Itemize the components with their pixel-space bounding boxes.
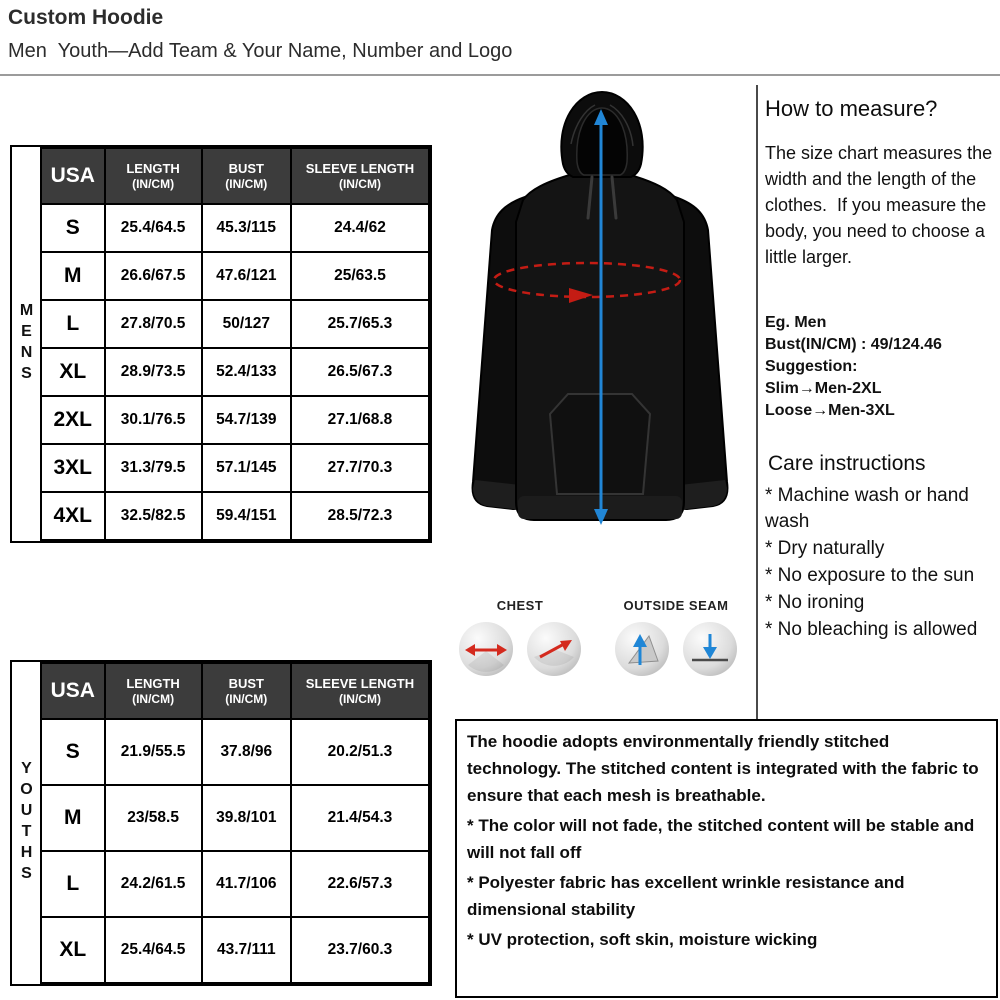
- outside-seam-label: OUTSIDE SEAM: [623, 598, 729, 613]
- length-column-header: LENGTH (IN/CM): [105, 148, 202, 204]
- example-line: Bust(IN/CM) : 49/124.46: [765, 336, 942, 353]
- example-line: Slim→Men-2XL: [765, 380, 882, 397]
- table-row: [41, 492, 429, 540]
- sleeve-column-header: SLEEVE LENGTH (IN/CM): [291, 663, 429, 719]
- length-value: 30.1/76.5: [105, 396, 202, 444]
- size-label: 4XL: [41, 492, 105, 540]
- youth-size-table: [10, 660, 432, 986]
- example-line: Loose→Men-3XL: [765, 402, 895, 419]
- table-row: [41, 851, 429, 917]
- length-value: 21.9/55.5: [105, 719, 202, 785]
- bust-value: 52.4/133: [202, 348, 291, 396]
- size-label: 2XL: [41, 396, 105, 444]
- size-label: S: [41, 204, 105, 252]
- sleeve-value: 23.7/60.3: [291, 917, 429, 983]
- bust-column-header: BUST (IN/CM): [202, 663, 291, 719]
- example-line: Suggestion:: [765, 358, 858, 375]
- table-row: [41, 300, 429, 348]
- length-value: 32.5/82.5: [105, 492, 202, 540]
- outside-seam-guide: [606, 598, 746, 677]
- table-row: [41, 444, 429, 492]
- bust-column-header: BUST (IN/CM): [202, 148, 291, 204]
- mens-table-grid: [40, 147, 430, 541]
- size-label: XL: [41, 348, 105, 396]
- sleeve-column-header: SLEEVE LENGTH (IN/CM): [291, 148, 429, 204]
- chest-label: CHEST: [496, 598, 544, 613]
- region-header: USA: [41, 663, 105, 719]
- table-row: [41, 252, 429, 300]
- care-item: * No exposure to the sun: [765, 565, 975, 586]
- length-column-header: LENGTH (IN/CM): [105, 663, 202, 719]
- bust-value: 47.6/121: [202, 252, 291, 300]
- length-value: 28.9/73.5: [105, 348, 202, 396]
- length-value: 27.8/70.5: [105, 300, 202, 348]
- example-line: Eg. Men: [765, 314, 827, 331]
- youth-table-grid: [40, 662, 430, 984]
- length-value: 25.4/64.5: [105, 204, 202, 252]
- table-header-row: [41, 663, 429, 719]
- care-item: * Machine wash or hand wash: [765, 485, 969, 532]
- sleeve-value: 24.4/62: [291, 204, 429, 252]
- length-value: 26.6/67.5: [105, 252, 202, 300]
- page-subtitle: Men Youth—Add Team & Your Name, Number and Logo: [8, 40, 513, 62]
- page-title: Custom Hoodie: [8, 6, 164, 29]
- bust-value: 54.7/139: [202, 396, 291, 444]
- care-item: * No ironing: [765, 592, 865, 613]
- bust-value: 59.4/151: [202, 492, 291, 540]
- care-instructions-title: Care instructions: [768, 452, 926, 475]
- care-item: * Dry naturally: [765, 538, 885, 559]
- care-item: * No bleaching is allowed: [765, 619, 978, 640]
- header-divider: [0, 74, 1000, 76]
- seam-press-icon: [682, 621, 738, 677]
- bust-value: 50/127: [202, 300, 291, 348]
- sleeve-value: 27.7/70.3: [291, 444, 429, 492]
- size-label: M: [41, 785, 105, 851]
- seam-fold-icon: [614, 621, 670, 677]
- bust-value: 43.7/111: [202, 917, 291, 983]
- sleeve-value: 21.4/54.3: [291, 785, 429, 851]
- bust-value: 37.8/96: [202, 719, 291, 785]
- sleeve-value: 26.5/67.3: [291, 348, 429, 396]
- how-to-measure-body: The size chart measures the width and the length of the clothes. If you measure the body, you need to choose a little larger.: [765, 143, 998, 267]
- bust-value: 57.1/145: [202, 444, 291, 492]
- hoodie-product-image: [445, 82, 760, 602]
- bust-value: 45.3/115: [202, 204, 291, 252]
- table-row: [41, 719, 429, 785]
- table-row: [41, 785, 429, 851]
- product-notes-box: [455, 719, 998, 998]
- notes-bullet: * Polyester fabric has excellent wrinkle resistance and dimensional stability: [467, 873, 905, 919]
- youth-side-label: YOUTHS: [18, 760, 35, 886]
- table-row: [41, 348, 429, 396]
- sleeve-value: 27.1/68.8: [291, 396, 429, 444]
- bust-value: 41.7/106: [202, 851, 291, 917]
- table-row: [41, 204, 429, 252]
- sleeve-value: 22.6/57.3: [291, 851, 429, 917]
- table-row: [41, 396, 429, 444]
- length-value: 31.3/79.5: [105, 444, 202, 492]
- chest-stretch-icon: [526, 621, 582, 677]
- region-header: USA: [41, 148, 105, 204]
- table-header-row: [41, 148, 429, 204]
- vertical-divider: [756, 85, 758, 719]
- notes-bullet: * The color will not fade, the stitched content will be stable and will not fall off: [467, 816, 975, 862]
- mens-side-label: MENS: [18, 302, 35, 386]
- sizing-example: [765, 312, 942, 422]
- size-label: S: [41, 719, 105, 785]
- size-label: 3XL: [41, 444, 105, 492]
- length-value: 24.2/61.5: [105, 851, 202, 917]
- size-label: L: [41, 300, 105, 348]
- size-label: M: [41, 252, 105, 300]
- care-instructions-list: [765, 483, 1000, 644]
- chest-width-icon: [458, 621, 514, 677]
- sleeve-value: 28.5/72.3: [291, 492, 429, 540]
- table-row: [41, 917, 429, 983]
- sleeve-value: 20.2/51.3: [291, 719, 429, 785]
- size-label: L: [41, 851, 105, 917]
- notes-bullet: * UV protection, soft skin, moisture wicking: [467, 930, 818, 949]
- bust-value: 39.8/101: [202, 785, 291, 851]
- sleeve-value: 25.7/65.3: [291, 300, 429, 348]
- chest-measure-guide: [452, 598, 588, 677]
- length-value: 25.4/64.5: [105, 917, 202, 983]
- sleeve-value: 25/63.5: [291, 252, 429, 300]
- length-value: 23/58.5: [105, 785, 202, 851]
- size-label: XL: [41, 917, 105, 983]
- how-to-measure-title: How to measure?: [765, 96, 938, 121]
- notes-intro: The hoodie adopts environmentally friendly stitched technology. The stitched content is integrated with the fabric to ensure that each mesh is breathable.: [467, 732, 979, 805]
- mens-size-table: [10, 145, 432, 543]
